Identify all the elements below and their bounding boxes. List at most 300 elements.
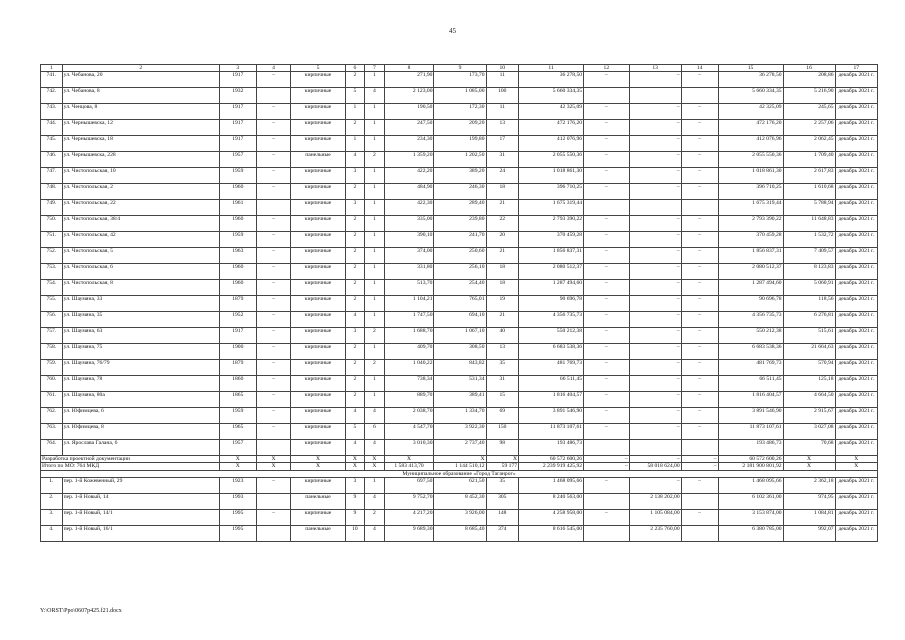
table-cell: 9: [345, 493, 365, 509]
table-cell: 1 675 319,44: [718, 200, 783, 216]
table-cell: кирпичные: [291, 376, 345, 392]
table-cell: 1 610,68: [783, 184, 835, 200]
table-cell: 757.: [41, 328, 63, 344]
column-number-row: [41, 65, 878, 72]
table-cell: ул. Чистопольская, 8: [62, 280, 219, 296]
table-cell: 3.: [41, 509, 63, 525]
table-cell: 4: [365, 88, 385, 104]
table-cell: 4 547,70: [384, 424, 434, 440]
table-cell: 2: [345, 264, 365, 280]
table-cell: 4 356 735,73: [718, 312, 783, 328]
table-cell: 21: [486, 248, 519, 264]
summary-row: [41, 463, 878, 470]
table-cell: 374,00: [384, 248, 434, 264]
table-cell: [584, 493, 630, 509]
table-cell: 974,95: [783, 493, 835, 509]
table-cell: –: [681, 312, 718, 328]
table-cell: –: [256, 328, 291, 344]
table-cell: 1917: [219, 104, 256, 120]
table-cell: декабрь 2021 г.: [835, 136, 877, 152]
table-cell: –: [584, 232, 630, 248]
table-cell: –: [629, 232, 681, 248]
table-cell: 5: [345, 424, 365, 440]
table-cell: декабрь 2021 г.: [835, 312, 877, 328]
table-cell: 2: [345, 72, 365, 88]
table-row: [41, 509, 878, 525]
table-cell: 1 856 837,31: [519, 248, 584, 264]
table-cell: –: [681, 360, 718, 376]
table-cell: 1: [365, 376, 385, 392]
table-cell: 5 660 334,35: [519, 88, 584, 104]
table-cell: 752.: [41, 248, 63, 264]
table-cell: 992,07: [783, 525, 835, 541]
table-cell: декабрь 2021 г.: [835, 360, 877, 376]
table-cell: ул. Чернышевска, 12: [62, 120, 219, 136]
table-cell: 1879: [219, 360, 256, 376]
table-cell: [629, 440, 681, 456]
column-number-cell: 5: [291, 65, 345, 72]
table-cell: –: [681, 104, 718, 120]
table-cell: 36 278,50: [519, 72, 584, 88]
table-cell: 209,20: [434, 120, 486, 136]
table-cell: декабрь 2021 г.: [835, 477, 877, 493]
table-cell: 5 060,91: [783, 280, 835, 296]
table-cell: 2 235 760,00: [629, 525, 681, 541]
table-cell: 4.: [41, 525, 63, 541]
table-cell: декабрь 2021 г.: [835, 344, 877, 360]
table-cell: 694,10: [434, 312, 486, 328]
table-cell: 3: [345, 328, 365, 344]
table-cell: 11: [486, 104, 519, 120]
table-cell: –: [256, 264, 291, 280]
table-cell: [584, 525, 630, 541]
table-row: [41, 136, 878, 152]
summary-cell: 60 572 600,26: [718, 456, 783, 463]
table-cell: 13: [486, 344, 519, 360]
table-cell: –: [256, 168, 291, 184]
table-cell: –: [681, 392, 718, 408]
table-cell: –: [584, 104, 630, 120]
table-cell: 245,65: [783, 104, 835, 120]
summary-cell: X: [345, 463, 365, 470]
table-cell: декабрь 2021 г.: [835, 264, 877, 280]
table-cell: [256, 200, 291, 216]
table-cell: 3 153 874,00: [718, 509, 783, 525]
table-cell: 11 873 107,61: [519, 424, 584, 440]
table-cell: 331,80: [384, 264, 434, 280]
table-cell: 66 511,45: [718, 376, 783, 392]
summary-cell: X: [219, 456, 256, 463]
table-cell: 409,70: [384, 344, 434, 360]
table-cell: –: [256, 232, 291, 248]
summary-cell: X: [345, 456, 365, 463]
table-cell: ул. Чистопольская, 5: [62, 248, 219, 264]
table-cell: 2.: [41, 493, 63, 509]
table-cell: –: [629, 477, 681, 493]
table-cell: 98: [486, 440, 519, 456]
table-cell: 6 276,81: [783, 312, 835, 328]
table-cell: 3: [345, 200, 365, 216]
table-cell: –: [584, 120, 630, 136]
table-cell: ул. Шаумяна, 33: [62, 296, 219, 312]
column-number-cell: 4: [256, 65, 291, 72]
table-cell: 199,80: [434, 136, 486, 152]
summary-cell: X: [365, 463, 385, 470]
table-cell: –: [584, 424, 630, 440]
table-cell: 422,20: [384, 168, 434, 184]
table-row: [41, 328, 878, 344]
table-cell: 190,50: [384, 104, 434, 120]
table-cell: 570,94: [783, 360, 835, 376]
summary-cell: X: [256, 456, 291, 463]
table-cell: 2 138 202,00: [629, 493, 681, 509]
table-cell: 335,00: [384, 216, 434, 232]
table-cell: 1917: [219, 120, 256, 136]
table-cell: ул. Шаумяна, 35: [62, 312, 219, 328]
table-cell: –: [681, 296, 718, 312]
footer-file-path: Y:\ORST\Ppo\0607p425.f21.docx: [40, 608, 122, 614]
table-cell: 234,30: [384, 136, 434, 152]
table-cell: кирпичные: [291, 248, 345, 264]
table-cell: 9 752,70: [384, 493, 434, 509]
table-cell: 2 123,00: [384, 88, 434, 104]
table-cell: 4: [345, 408, 365, 424]
table-cell: 3: [345, 477, 365, 493]
table-cell: 762.: [41, 408, 63, 424]
table-cell: 753.: [41, 264, 63, 280]
table-cell: 150: [486, 424, 519, 440]
table-cell: 1: [365, 344, 385, 360]
table-cell: 125,18: [783, 376, 835, 392]
table-cell: 741.: [41, 72, 63, 88]
table-cell: 1957: [219, 152, 256, 168]
summary-cell: X: [291, 456, 345, 463]
table-cell: 2 737,40: [434, 440, 486, 456]
table-cell: ул. Чернышевска, 228: [62, 152, 219, 168]
table-cell: –: [256, 424, 291, 440]
table-cell: 472 176,20: [519, 120, 584, 136]
table-cell: декабрь 2021 г.: [835, 248, 877, 264]
summary-cell: 58 018 624,00: [629, 463, 681, 470]
table-cell: 193 486,73: [519, 440, 584, 456]
table-cell: –: [629, 424, 681, 440]
table-cell: –: [629, 104, 681, 120]
table-cell: кирпичные: [291, 360, 345, 376]
table-cell: 1: [365, 120, 385, 136]
table-row: [41, 184, 878, 200]
table-cell: декабрь 2021 г.: [835, 280, 877, 296]
table-cell: 2: [345, 232, 365, 248]
table-cell: 5 660 334,35: [718, 88, 783, 104]
table-cell: 1: [365, 477, 385, 493]
table-cell: 1: [365, 248, 385, 264]
table-cell: 35: [486, 477, 519, 493]
table-cell: 2 257,06: [783, 120, 835, 136]
table-cell: кирпичные: [291, 296, 345, 312]
table-cell: 4 258 958,00: [519, 509, 584, 525]
summary-cell: –: [681, 463, 718, 470]
table-cell: 1: [365, 104, 385, 120]
table-cell: 370 459,28: [519, 232, 584, 248]
table-cell: 4: [345, 440, 365, 456]
table-cell: [681, 440, 718, 456]
table-cell: 758.: [41, 344, 63, 360]
table-cell: 10: [345, 525, 365, 541]
table-cell: –: [681, 120, 718, 136]
table-row: [41, 493, 878, 509]
table-cell: кирпичные: [291, 344, 345, 360]
table-cell: 2: [345, 360, 365, 376]
table-cell: кирпичные: [291, 184, 345, 200]
summary-cell: –: [584, 463, 630, 470]
table-cell: –: [629, 216, 681, 232]
table-cell: 11: [486, 72, 519, 88]
table-cell: 390,10: [384, 232, 434, 248]
table-row: [41, 477, 878, 493]
table-cell: 3 926,00: [434, 509, 486, 525]
table-cell: –: [584, 296, 630, 312]
table-cell: –: [584, 477, 630, 493]
table-cell: пер. 1-й Кожевенный, 29: [62, 477, 219, 493]
table-cell: 1860: [219, 376, 256, 392]
table-cell: декабрь 2021 г.: [835, 200, 877, 216]
table-cell: –: [256, 248, 291, 264]
table-cell: 90 696,78: [519, 296, 584, 312]
table-cell: –: [584, 264, 630, 280]
table-cell: 1 468 095,66: [718, 477, 783, 493]
table-cell: 751.: [41, 232, 63, 248]
table-cell: 21: [486, 312, 519, 328]
table-cell: 1: [365, 72, 385, 88]
table-cell: 1 747,50: [384, 312, 434, 328]
table-cell: 1963: [219, 248, 256, 264]
table-cell: 1 359,20: [384, 152, 434, 168]
summary-cell: X: [434, 456, 486, 463]
table-cell: декабрь 2021 г.: [835, 424, 877, 440]
summary-cell: X: [783, 456, 835, 463]
table-cell: 1 202,50: [434, 152, 486, 168]
table-cell: 8 685,40: [434, 525, 486, 541]
table-row: [41, 168, 878, 184]
table-row: [41, 104, 878, 120]
table-cell: 1 018 861,30: [718, 168, 783, 184]
table-cell: 1: [365, 280, 385, 296]
table-cell: 756.: [41, 312, 63, 328]
table-cell: 5 216,90: [783, 88, 835, 104]
table-cell: 1 105 084,00: [629, 509, 681, 525]
table-cell: ул. Юфимцева, 6: [62, 408, 219, 424]
table-cell: –: [629, 72, 681, 88]
table-cell: [629, 88, 681, 104]
table-cell: [681, 88, 718, 104]
table-cell: –: [629, 152, 681, 168]
table-cell: кирпичные: [291, 424, 345, 440]
table-cell: 6 683 538,36: [718, 344, 783, 360]
table-cell: –: [681, 408, 718, 424]
table-cell: 1923: [219, 477, 256, 493]
table-cell: –: [629, 296, 681, 312]
table-cell: 66 511,45: [519, 376, 584, 392]
table-cell: 748.: [41, 184, 63, 200]
table-cell: 755.: [41, 296, 63, 312]
table-cell: кирпичные: [291, 88, 345, 104]
table-cell: [256, 88, 291, 104]
table-cell: –: [629, 184, 681, 200]
table-cell: –: [584, 280, 630, 296]
table-cell: –: [584, 376, 630, 392]
table-cell: –: [681, 280, 718, 296]
table-cell: 1 085,00: [434, 88, 486, 104]
table-cell: декабрь 2021 г.: [835, 120, 877, 136]
table-cell: 3 027,08: [783, 424, 835, 440]
table-cell: 31: [486, 152, 519, 168]
column-number-cell: 15: [718, 65, 783, 72]
table-cell: 4 217,20: [384, 509, 434, 525]
table-cell: 759.: [41, 360, 63, 376]
table-cell: 744.: [41, 120, 63, 136]
summary-cell: X: [835, 456, 877, 463]
table-cell: 889,70: [384, 392, 434, 408]
table-cell: 1: [365, 296, 385, 312]
table-cell: 8 240 563,00: [519, 493, 584, 509]
summary-label: Итого по МО: 764 МКД: [41, 463, 220, 470]
table-cell: 484,90: [384, 184, 434, 200]
table-cell: 2 055 550,36: [519, 152, 584, 168]
table-cell: 172,30: [434, 104, 486, 120]
table-row: [41, 248, 878, 264]
table-cell: панельные: [291, 493, 345, 509]
table-cell: декабрь 2021 г.: [835, 184, 877, 200]
table-cell: 1952: [219, 312, 256, 328]
table-cell: [256, 493, 291, 509]
table-cell: 2 362,18: [783, 477, 835, 493]
table-cell: декабрь 2021 г.: [835, 296, 877, 312]
table-cell: 472 176,20: [718, 120, 783, 136]
table-cell: 743.: [41, 104, 63, 120]
table-cell: –: [629, 344, 681, 360]
table-cell: 3 891 546,90: [519, 408, 584, 424]
table-cell: 241,70: [434, 232, 486, 248]
table-cell: ул. Чебанова, 20: [62, 72, 219, 88]
table-cell: –: [584, 248, 630, 264]
table-cell: 8 616 545,00: [519, 525, 584, 541]
table-cell: 17: [486, 136, 519, 152]
table-cell: 1917: [219, 136, 256, 152]
table-cell: 1959: [219, 168, 256, 184]
table-cell: –: [629, 408, 681, 424]
table-cell: –: [256, 120, 291, 136]
summary-cell: 60 572 600,26: [519, 456, 584, 463]
table-cell: –: [584, 184, 630, 200]
table-row: [41, 88, 878, 104]
table-cell: 1 287 494,60: [519, 280, 584, 296]
table-cell: ул. Чистопольская, 10: [62, 168, 219, 184]
table-cell: 6: [365, 424, 385, 440]
table-cell: –: [681, 509, 718, 525]
column-number-cell: 1: [41, 65, 63, 72]
summary-label: Разработка проектной документации: [41, 456, 220, 463]
table-cell: ул. Шаумяна, 76/79: [62, 360, 219, 376]
table-cell: 697,50: [384, 477, 434, 493]
table-cell: [584, 440, 630, 456]
summary-cell: X: [486, 456, 519, 463]
table-cell: –: [629, 392, 681, 408]
table-cell: 1 532,72: [783, 232, 835, 248]
table-cell: 1961: [219, 200, 256, 216]
table-cell: 18: [486, 264, 519, 280]
table-cell: 5: [345, 88, 365, 104]
table-cell: –: [256, 184, 291, 200]
table-cell: 2: [345, 216, 365, 232]
table-row: [41, 424, 878, 440]
table-cell: 1959: [219, 408, 256, 424]
table-cell: ул. Шаумяна, 80а: [62, 392, 219, 408]
table-cell: 1 688,70: [384, 328, 434, 344]
table-cell: декабрь 2021 г.: [835, 328, 877, 344]
table-cell: –: [681, 344, 718, 360]
summary-cell: 1 583 413,70: [384, 463, 434, 470]
table-cell: панельные: [291, 152, 345, 168]
table-cell: 1917: [219, 328, 256, 344]
table-cell: 7 409,57: [783, 248, 835, 264]
table-cell: 1: [365, 136, 385, 152]
table-cell: декабрь 2021 г.: [835, 72, 877, 88]
table-cell: 843,82: [434, 360, 486, 376]
table-cell: 239,80: [434, 216, 486, 232]
table-cell: 531,34: [434, 376, 486, 392]
table-cell: 4: [365, 408, 385, 424]
table-cell: –: [584, 392, 630, 408]
table-cell: –: [256, 477, 291, 493]
table-cell: 1 084,81: [783, 509, 835, 525]
table-cell: 2: [345, 184, 365, 200]
table-cell: 305: [486, 493, 519, 509]
table-cell: 3 010,30: [384, 440, 434, 456]
table-cell: 40: [486, 328, 519, 344]
table-cell: 4 664,50: [783, 392, 835, 408]
table-cell: ул. Чернышевска, 18: [62, 136, 219, 152]
table-cell: 1 675 319,44: [519, 200, 584, 216]
table-cell: декабрь 2021 г.: [835, 440, 877, 456]
table-cell: 24: [486, 168, 519, 184]
table-cell: 2 617,83: [783, 168, 835, 184]
table-cell: –: [681, 477, 718, 493]
table-cell: –: [256, 509, 291, 525]
table-cell: ул. Чистопольская, 2: [62, 184, 219, 200]
table-cell: 2: [345, 296, 365, 312]
table-cell: декабрь 2021 г.: [835, 88, 877, 104]
table-cell: –: [629, 360, 681, 376]
table-cell: 2: [365, 152, 385, 168]
table-cell: [256, 440, 291, 456]
table-cell: –: [256, 360, 291, 376]
table-cell: кирпичные: [291, 104, 345, 120]
table-cell: 550 212,38: [519, 328, 584, 344]
table-cell: 746.: [41, 152, 63, 168]
column-number-cell: 7: [365, 65, 385, 72]
summary-cell: –: [629, 456, 681, 463]
table-cell: 100: [486, 88, 519, 104]
table-cell: 1 334,70: [434, 408, 486, 424]
table-cell: 208,86: [783, 72, 835, 88]
table-cell: 374: [486, 525, 519, 541]
table-cell: –: [256, 392, 291, 408]
table-cell: 513,70: [384, 280, 434, 296]
table-cell: –: [681, 248, 718, 264]
table-cell: –: [256, 344, 291, 360]
table-cell: 42 325,09: [718, 104, 783, 120]
table-row: [41, 216, 878, 232]
